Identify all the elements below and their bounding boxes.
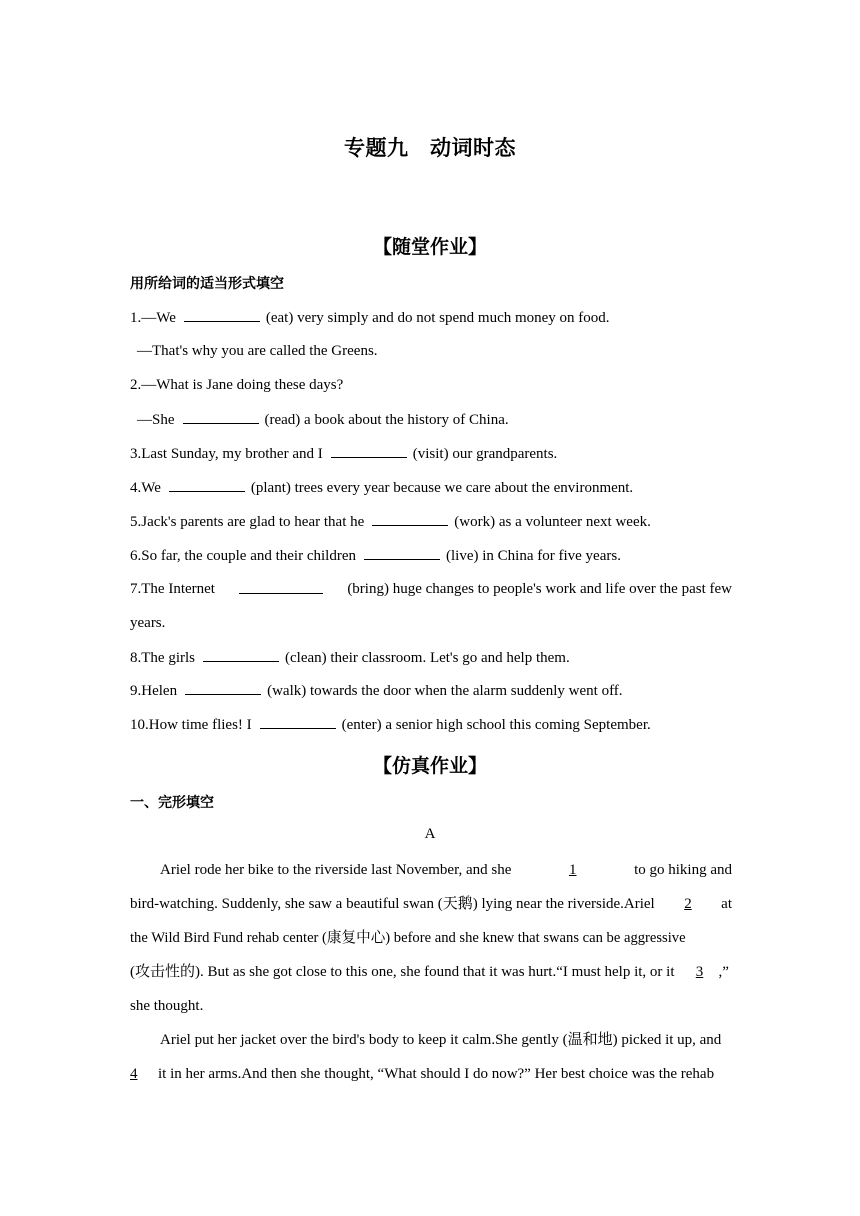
answer-blank	[183, 409, 259, 424]
answer-blank	[364, 545, 440, 560]
passage-line: Ariel rode her bike to the riverside last November, and she 1 to go hiking and	[160, 862, 732, 878]
passage-label: A	[424, 826, 436, 842]
answer-blank	[185, 680, 261, 695]
part-heading: 一、完形填空	[130, 795, 214, 811]
exercise-item-5: 5.Jack's parents are glad to hear that he (work) as a volunteer next week.	[130, 511, 732, 532]
section-heading-in-class: 【随堂作业】	[372, 236, 487, 258]
page-title: 专题九 动词时态	[344, 136, 516, 160]
exercise-item-2: 2.—What is Jane doing these days?	[130, 377, 344, 393]
answer-blank	[331, 443, 407, 458]
answer-blank	[239, 579, 323, 594]
passage-line: (攻击性的). But as she got close to this one, she found that it was hurt.“I must help it, or it 3 ,”	[130, 964, 729, 980]
answer-blank	[203, 647, 279, 662]
cloze-blank-number: 2	[684, 896, 692, 912]
passage-line: Ariel put her jacket over the bird's body to keep it calm.She gently (温和地) picked it up, and	[160, 1032, 722, 1048]
exercise-item-1: 1.—We (eat) very simply and do not spend much money on food.	[130, 307, 732, 328]
answer-blank	[260, 714, 336, 729]
exercise-item-6: 6.So far, the couple and their children (live) in China for five years.	[130, 545, 732, 566]
exercise-item-2-reply: —She (read) a book about the history of China.	[137, 409, 739, 430]
answer-blank	[372, 511, 448, 526]
exercise-item-3: 3.Last Sunday, my brother and I (visit) our grandparents.	[130, 443, 732, 464]
answer-blank	[184, 307, 260, 322]
passage-line: bird-watching. Suddenly, she saw a beautiful swan (天鹅) lying near the riverside.Ariel 2 at	[130, 896, 732, 912]
instruction-text: 用所给词的适当形式填空	[130, 276, 284, 292]
exercise-item-10: 10.How time flies! I (enter) a senior high school this coming September.	[130, 714, 732, 735]
answer-blank	[169, 477, 245, 492]
exercise-item-8: 8.The girls (clean) their classroom. Let's go and help them.	[130, 647, 732, 668]
exercise-item-4: 4.We (plant) trees every year because we care about the environment.	[130, 477, 732, 498]
section-heading-simulation: 【仿真作业】	[372, 755, 487, 777]
passage-line: 4 it in her arms.And then she thought, “What should I do now?” Her best choice was the rehab	[130, 1066, 715, 1082]
exercise-item-9: 9.Helen (walk) towards the door when the alarm suddenly went off.	[130, 680, 732, 701]
exercise-item-7-cont: years.	[130, 615, 166, 631]
cloze-blank-number: 3	[695, 964, 704, 980]
cloze-blank-number: 4	[130, 1066, 138, 1082]
passage-line: she thought.	[130, 998, 204, 1014]
exercise-item-1-reply: —That's why you are called the Greens.	[137, 343, 378, 359]
cloze-blank-number: 1	[568, 862, 577, 878]
passage-line: the Wild Bird Fund rehab center (康复中心) before and she knew that swans can be aggressive	[130, 930, 686, 946]
exercise-item-7: 7.The Internet (bring) huge changes to people's work and life over the past few	[130, 581, 732, 597]
